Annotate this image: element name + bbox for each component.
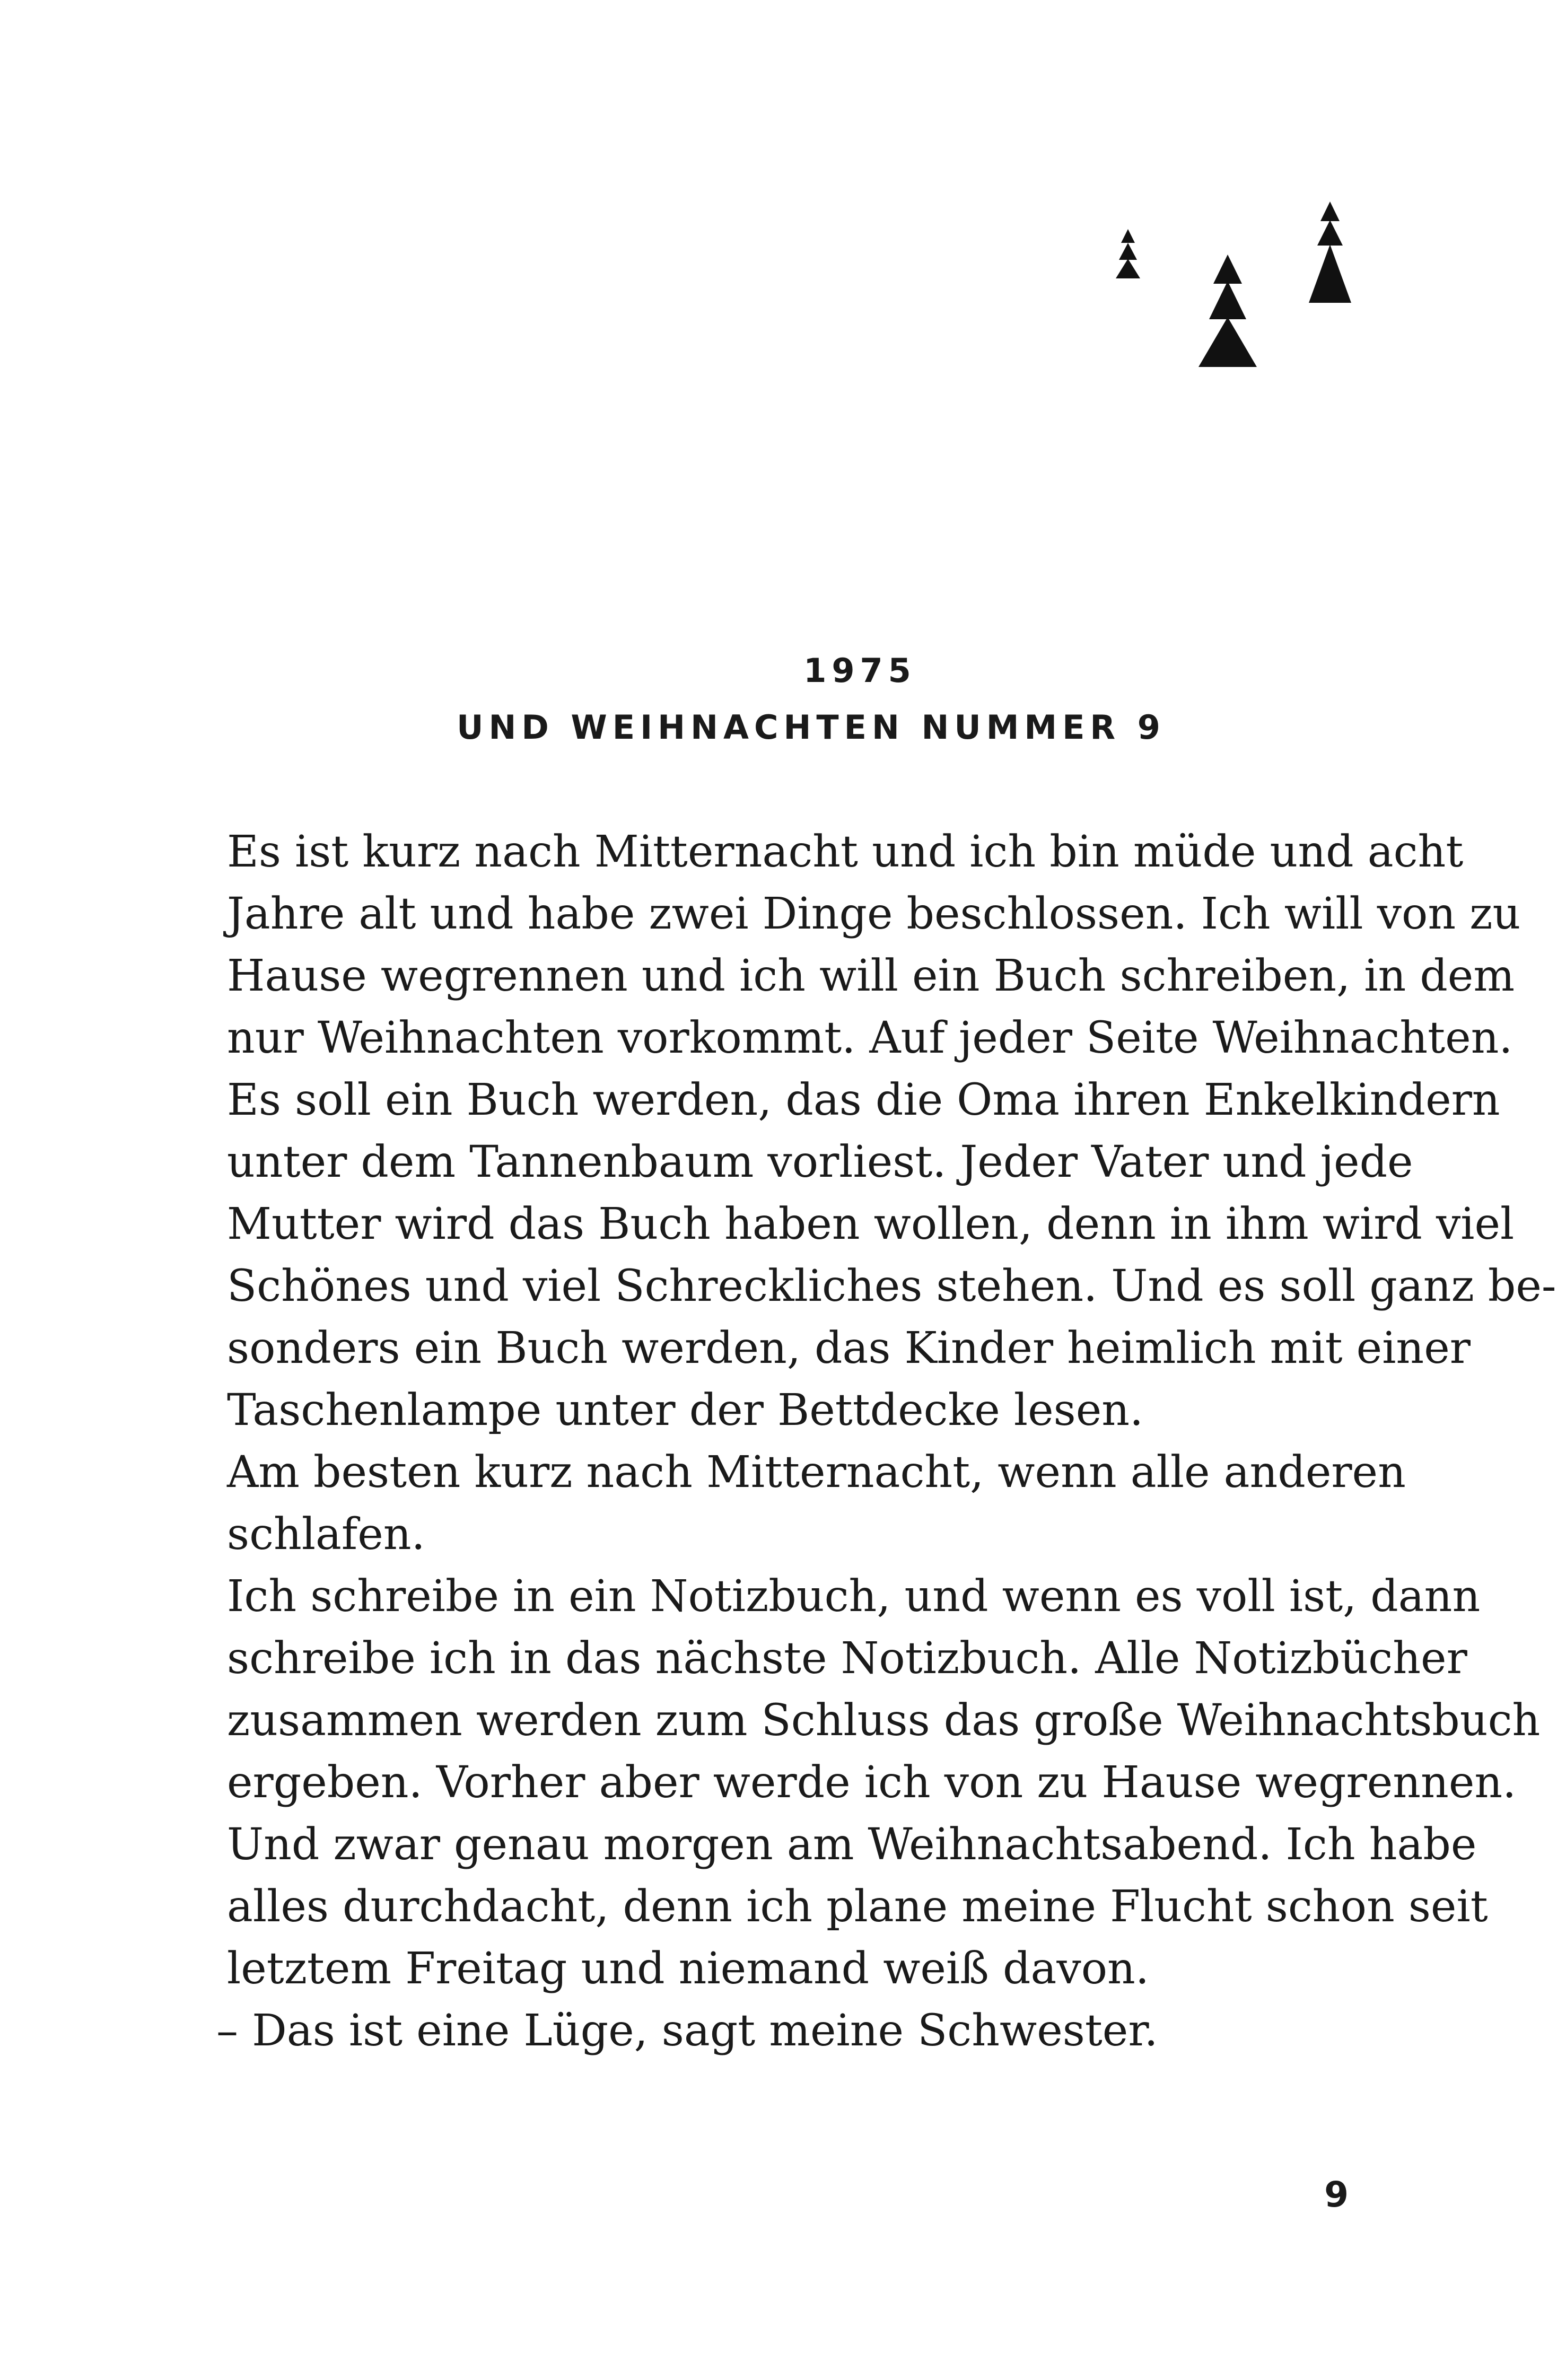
- christmas-trees-icon: [1103, 196, 1326, 398]
- text-line: Taschenlampe unter der Bettdecke lesen.: [227, 1385, 1144, 1436]
- text-line: sonders ein Buch werden, das Kinder heimlich mit einer: [227, 1323, 1471, 1373]
- text-line: Und zwar genau morgen am Weihnachtsabend. Ich habe: [227, 1819, 1477, 1870]
- text-line: unter dem Tannenbaum vorliest. Jeder Vater und jede: [227, 1137, 1413, 1187]
- text-line: schlafen.: [227, 1509, 425, 1560]
- page-number: 9: [1324, 2174, 1349, 2215]
- tree-middle-icon: [1198, 255, 1257, 367]
- tree-right-icon: [1298, 199, 1362, 305]
- dialogue-line: – Das ist eine Lüge, sagt meine Schwester.: [216, 2006, 1158, 2056]
- text-line: Am besten kurz nach Mitternacht, wenn alle anderen: [227, 1447, 1406, 1498]
- text-line: Es ist kurz nach Mitternacht und ich bin müde und acht: [227, 827, 1464, 877]
- chapter-body: [216, 821, 1556, 2062]
- text-line: Es soll ein Buch werden, das die Oma ihren Enkelkindern: [227, 1075, 1500, 1125]
- text-line: ergeben. Vorher aber werde ich von zu Hause wegrennen.: [227, 1757, 1517, 1808]
- text-line: Jahre alt und habe zwei Dinge beschlossen. Ich will von zu: [227, 889, 1521, 939]
- text-line: Mutter wird das Buch haben wollen, denn in ihm wird viel: [227, 1199, 1515, 1249]
- text-line: zusammen werden zum Schluss das große Weihnachtsbuch: [227, 1695, 1541, 1746]
- chapter-year: 1975: [803, 651, 916, 690]
- text-line: Ich schreibe in ein Notizbuch, und wenn es voll ist, dann: [227, 1571, 1481, 1622]
- text-line: nur Weihnachten vorkommt. Auf jeder Seite Weihnachten.: [227, 1013, 1513, 1063]
- text-line: Hause wegrennen und ich will ein Buch schreiben, in dem: [227, 951, 1515, 1001]
- text-line: Schönes und viel Schreckliches stehen. Und es soll ganz be-: [227, 1261, 1556, 1311]
- text-line: letztem Freitag und niemand weiß davon.: [227, 1944, 1149, 1994]
- chapter-title: UND WEIHNACHTEN NUMMER 9: [457, 708, 1166, 747]
- tree-left-icon: [1116, 229, 1140, 278]
- text-line: schreibe ich in das nächste Notizbuch. Alle Notizbücher: [227, 1633, 1467, 1684]
- text-line: alles durchdacht, denn ich plane meine Flucht schon seit: [227, 1882, 1488, 1932]
